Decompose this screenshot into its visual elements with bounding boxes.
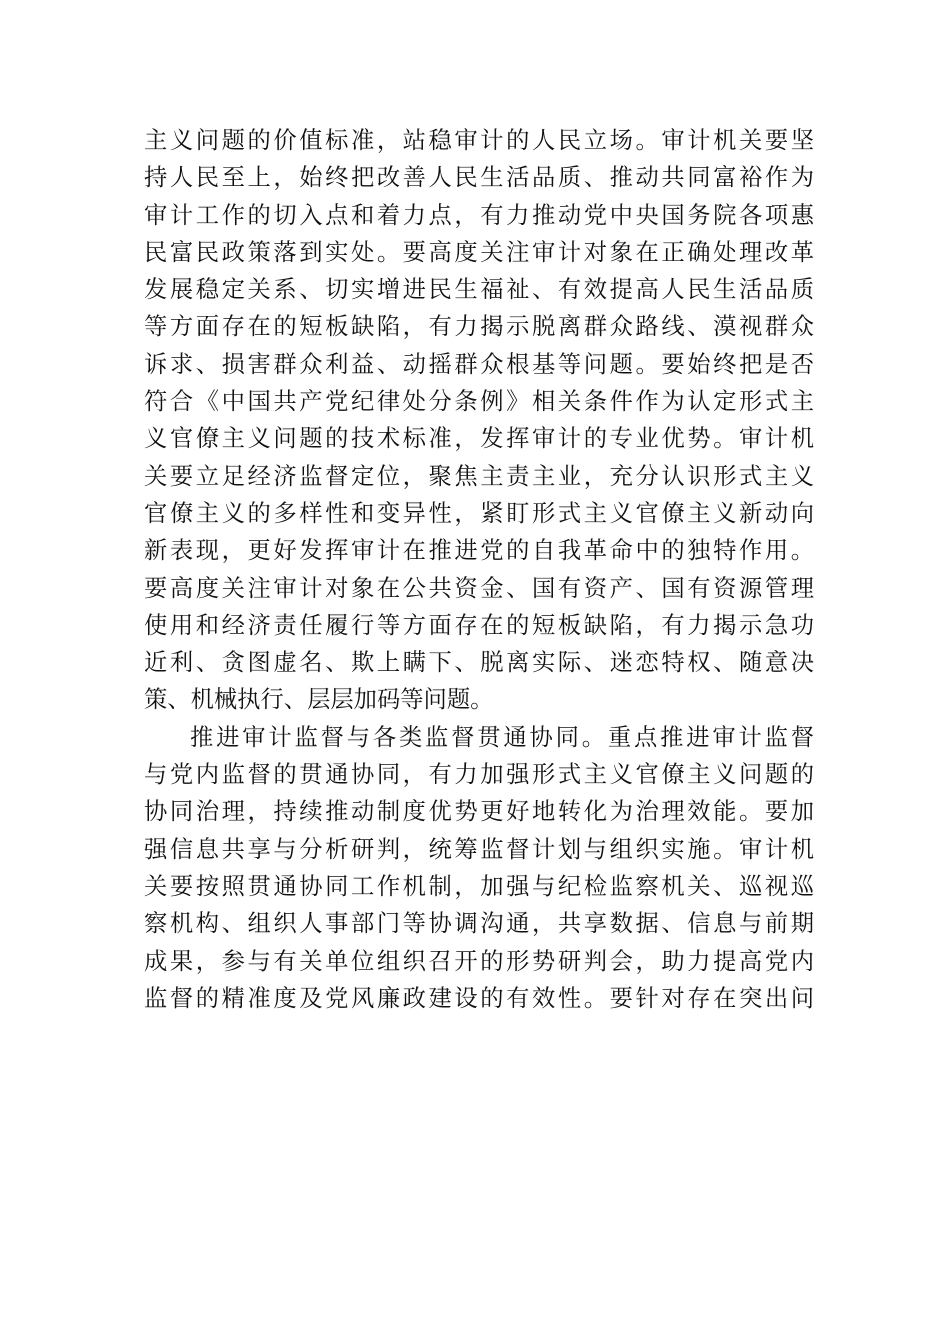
- text-line: 与党内监督的贯通协同，有力加强形式主义官僚主义问题的: [144, 761, 814, 789]
- text-line: 关要按照贯通协同工作机制，加强与纪检监察机关、巡视巡: [144, 872, 814, 900]
- text-line: 强信息共享与分析研判，统筹监督计划与组织实施。审计机: [144, 835, 814, 863]
- text-line: 策、机械执行、层层加码等问题。: [144, 686, 494, 714]
- text-line: 成果，参与有关单位组织召开的形势研判会，助力提高党内: [144, 947, 814, 975]
- text-line: 推进审计监督与各类监督贯通协同。重点推进审计监督: [190, 723, 814, 751]
- text-line: 协同治理，持续推动制度优势更好地转化为治理效能。要加: [144, 798, 814, 826]
- text-line: 诉求、损害群众利益、动摇群众根基等问题。要始终把是否: [144, 350, 814, 378]
- text-line: 民富民政策落到实处。要高度关注审计对象在正确处理改革: [144, 238, 814, 266]
- text-line: 要高度关注审计对象在公共资金、国有资产、国有资源管理: [144, 574, 814, 602]
- text-line: 发展稳定关系、切实增进民生福祉、有效提高人民生活品质: [144, 276, 814, 304]
- text-line: 近利、贪图虚名、欺上瞒下、脱离实际、迷恋特权、随意决: [144, 649, 814, 677]
- text-line: 官僚主义的多样性和变异性，紧盯形式主义官僚主义新动向: [144, 499, 814, 527]
- text-line: 主义问题的价值标准，站稳审计的人民立场。审计机关要坚: [144, 127, 814, 154]
- text-line: 关要立足经济监督定位，聚焦主责主业，充分认识形式主义: [144, 462, 814, 490]
- text-line: 等方面存在的短板缺陷，有力揭示脱离群众路线、漠视群众: [144, 313, 814, 341]
- text-line: 察机构、组织人事部门等协调沟通，共享数据、信息与前期: [144, 910, 814, 938]
- text-line: 符合《中国共产党纪律处分条例》相关条件作为认定形式主: [144, 388, 814, 416]
- text-line: 审计工作的切入点和着力点，有力推动党中央国务院各项惠: [144, 201, 814, 229]
- text-line: 监督的精准度及党风廉政建设的有效性。要针对存在突出问: [144, 984, 814, 1012]
- text-line: 持人民至上，始终把改善人民生活品质、推动共同富裕作为: [144, 164, 814, 192]
- text-line: 新表现，更好发挥审计在推进党的自我革命中的独特作用。: [144, 537, 814, 565]
- paragraph-1: [144, 122, 814, 719]
- text-line: 义官僚主义问题的技术标准，发挥审计的专业优势。审计机: [144, 425, 814, 453]
- paragraph-2: [144, 719, 814, 1017]
- document-body: [144, 122, 814, 1017]
- text-line: 使用和经济责任履行等方面存在的短板缺陷，有力揭示急功: [144, 611, 814, 639]
